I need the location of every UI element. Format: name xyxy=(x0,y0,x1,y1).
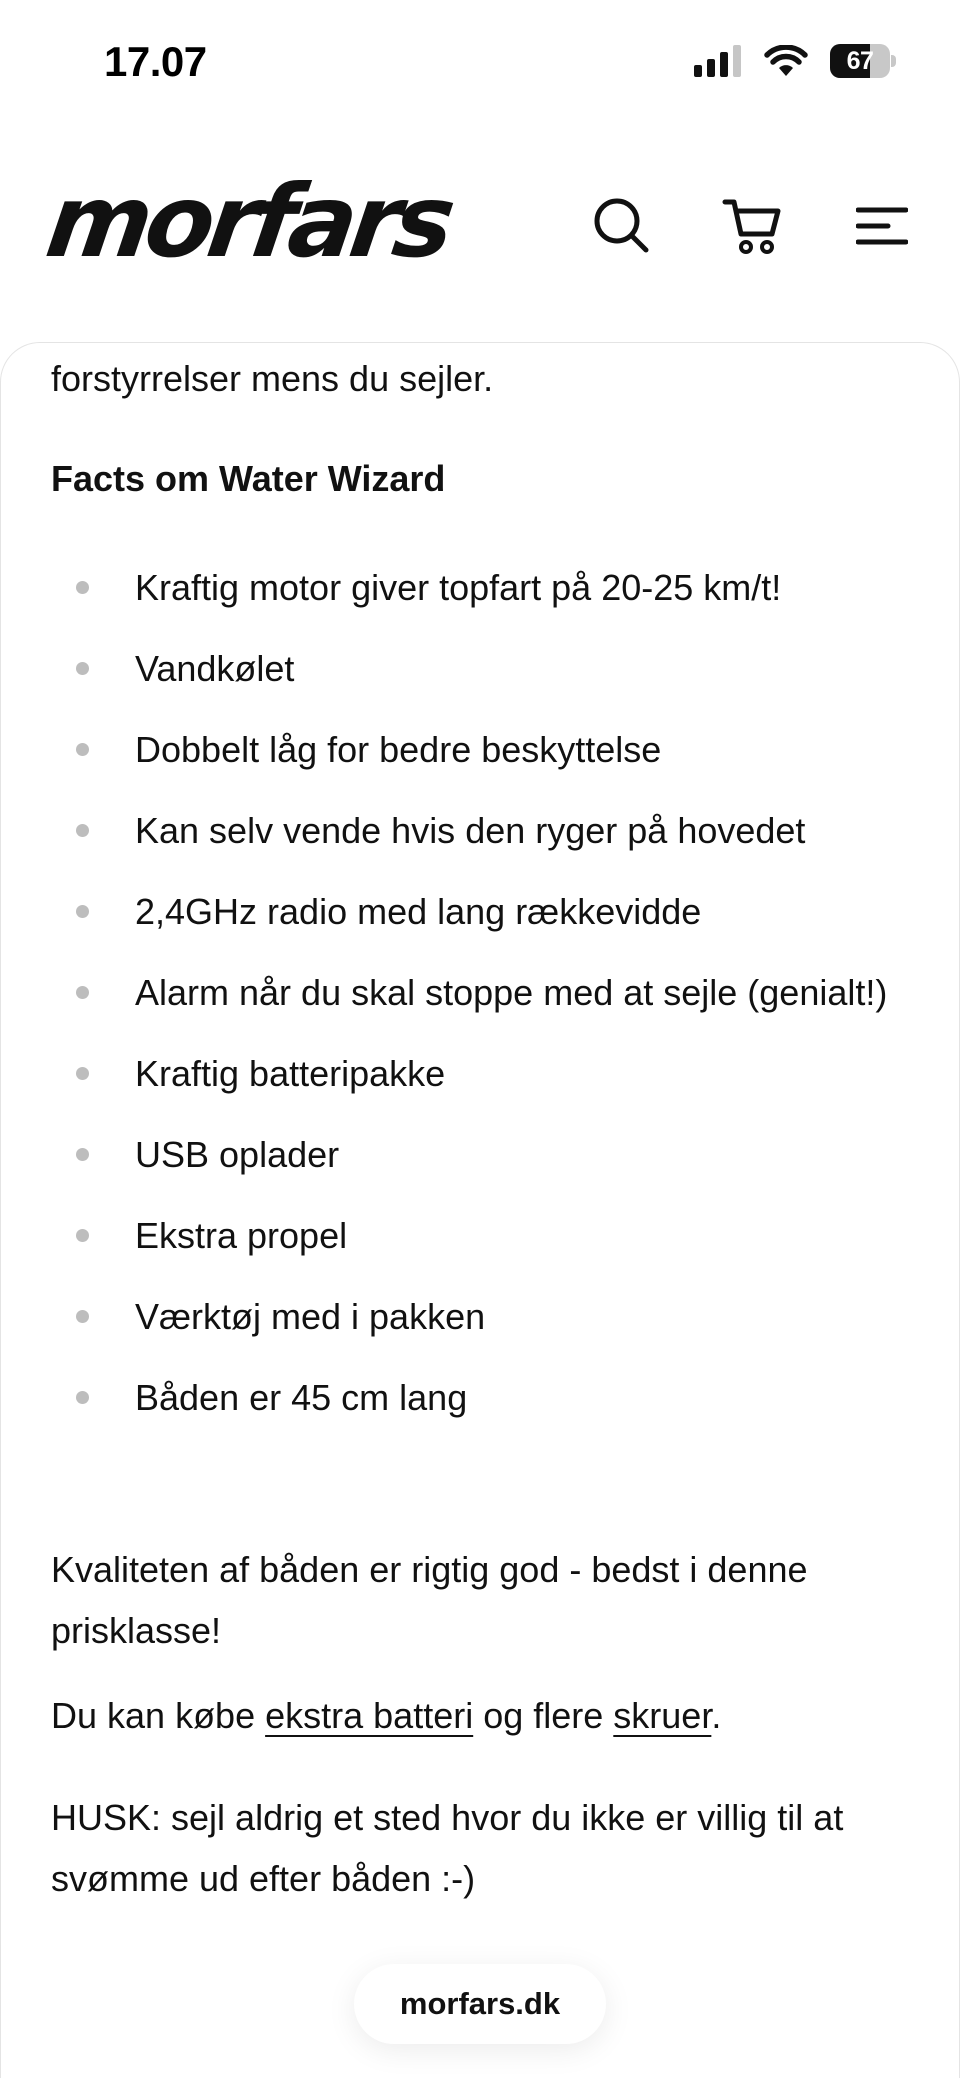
bullet-dot xyxy=(76,581,89,594)
site-header xyxy=(0,160,960,300)
list-item xyxy=(51,557,911,618)
reminder-text: HUSK: sejl aldrig et sted hvor du ikke er villig til at svømme ud efter båden :-) xyxy=(51,1797,844,1899)
bullet-dot xyxy=(76,986,89,999)
bullet-dot xyxy=(76,662,89,675)
header-actions xyxy=(592,196,912,256)
fact-text: Båden er 45 cm lang xyxy=(135,1377,468,1418)
cart-icon xyxy=(722,196,782,256)
extra-battery-link[interactable]: ekstra batteri xyxy=(265,1695,474,1736)
screws-link[interactable]: skruer xyxy=(613,1695,712,1736)
bullet-dot xyxy=(76,1391,89,1404)
list-item xyxy=(51,962,911,1023)
fact-text: Værktøj med i pakken xyxy=(135,1296,486,1337)
menu-button[interactable] xyxy=(852,196,912,256)
list-item xyxy=(51,1043,911,1104)
fact-text: Dobbelt låg for bedre beskyttelse xyxy=(135,729,662,770)
buy-middle: og flere xyxy=(473,1695,614,1736)
list-item xyxy=(51,1124,911,1185)
bullet-dot xyxy=(76,743,89,756)
product-description-card xyxy=(0,342,960,2078)
bullet-dot xyxy=(76,824,89,837)
list-item xyxy=(51,719,911,780)
site-logo[interactable]: morfars xyxy=(39,163,457,280)
browser-url-bar[interactable]: morfars.dk xyxy=(354,1964,606,2044)
intro-text: forstyrrelser mens du sejler. xyxy=(51,358,494,399)
battery-level: 67 xyxy=(846,47,874,75)
fact-text: Vandkølet xyxy=(135,648,295,689)
bullet-dot xyxy=(76,1067,89,1080)
status-bar xyxy=(0,0,960,120)
battery-icon xyxy=(830,44,896,78)
list-item xyxy=(51,881,911,942)
facts-heading: Facts om Water Wizard xyxy=(51,458,446,499)
facts-list xyxy=(51,557,911,1448)
fact-text: Alarm når du skal stoppe med at sejle (genialt!) xyxy=(135,972,888,1013)
fact-text: Kraftig motor giver topfart på 20-25 km/t! xyxy=(135,567,782,608)
wifi-icon xyxy=(764,45,808,77)
menu-icon xyxy=(856,206,908,246)
fact-text: 2,4GHz radio med lang rækkevidde xyxy=(135,891,702,932)
fact-text: USB oplader xyxy=(135,1134,340,1175)
status-icons xyxy=(694,44,896,78)
search-icon xyxy=(593,197,651,255)
bullet-dot xyxy=(76,1229,89,1242)
cellular-signal-icon xyxy=(694,45,742,77)
fact-text: Kan selv vende hvis den ryger på hovedet xyxy=(135,810,806,851)
cart-button[interactable] xyxy=(722,196,782,256)
list-item xyxy=(51,1205,911,1266)
search-button[interactable] xyxy=(592,196,652,256)
fact-text: Ekstra propel xyxy=(135,1215,348,1256)
status-time: 17.07 xyxy=(104,38,207,85)
list-item xyxy=(51,1367,911,1428)
bullet-dot xyxy=(76,1148,89,1161)
bullet-dot xyxy=(76,1310,89,1323)
list-item xyxy=(51,1286,911,1347)
buy-suffix: . xyxy=(711,1695,722,1736)
list-item xyxy=(51,638,911,699)
list-item xyxy=(51,800,911,861)
fact-text: Kraftig batteripakke xyxy=(135,1053,446,1094)
buy-prefix: Du kan købe xyxy=(51,1695,266,1736)
quality-text: Kvaliteten af båden er rigtig god - bedst i denne prisklasse! xyxy=(51,1549,808,1651)
buy-more-text xyxy=(51,1685,911,1746)
bullet-dot xyxy=(76,905,89,918)
